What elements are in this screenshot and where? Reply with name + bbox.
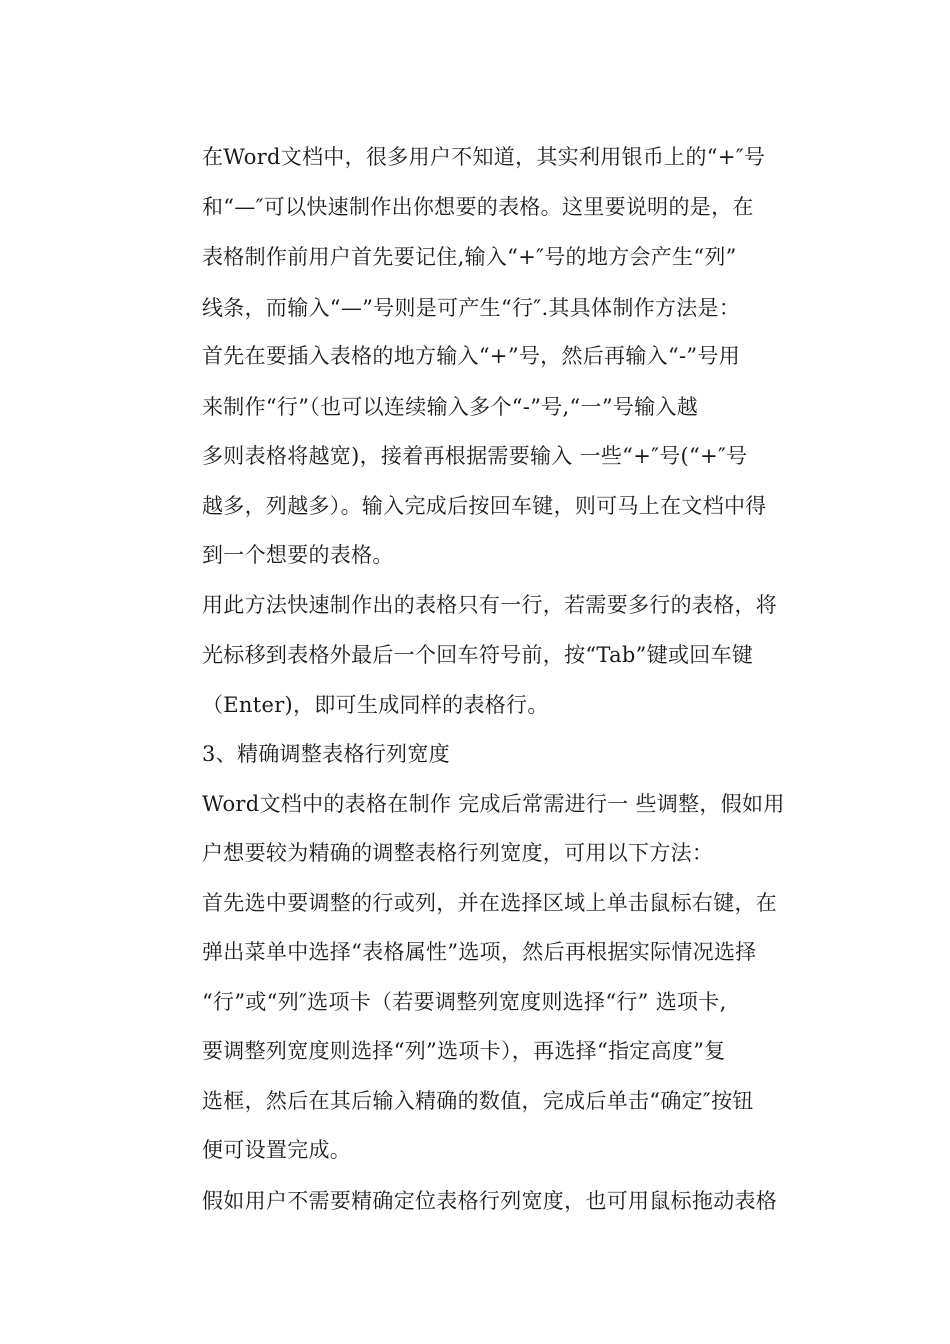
text-line: 光标移到表格外最后一个回车符号前，按“Tab”键或回车键: [202, 643, 754, 667]
text-line: 到一个想要的表格。: [202, 543, 394, 567]
text-line: 选框，然后在其后输入精确的数值，完成后单击“确定″按钮: [202, 1089, 754, 1113]
text-line: 要调整列宽度则选择“列”选项卡），再选择“指定高度”复: [202, 1039, 726, 1063]
text-line: 假如用户不需要精确定位表格行列宽度，也可用鼠标拖动表格: [202, 1189, 778, 1213]
text-line: （Enter)，即可生成同样的表格行。: [202, 693, 549, 717]
text-line: 线条，而输入“—”号则是可产生“行″.其具体制作方法是：: [202, 296, 741, 320]
text-line: 越多，列越多）。输入完成后按回车键，则可马上在文档中得: [202, 494, 767, 518]
text-line: 多则表格将越宽)，接着再根据需要输入 一些“+″号(“+″号: [202, 444, 748, 468]
text-line: Word文档中的表格在制作 完成后常需进行一 些调整，假如用: [202, 792, 785, 816]
text-line: 用此方法快速制作出的表格只有一行，若需要多行的表格，将: [202, 593, 778, 617]
text-line: 和“—″可以快速制作出你想要的表格。这里要说明的是，在: [202, 195, 754, 219]
text-line: 表格制作前用户首先要记住,输入“+″号的地方会产生“列”: [202, 245, 737, 269]
text-line: 户想要较为精确的调整表格行列宽度，可用以下方法：: [202, 841, 714, 865]
text-line: 在Word文档中，很多用户不知道，其实利用银币上的“+″号: [202, 145, 766, 169]
section-heading: 3、精确调整表格行列宽度: [202, 742, 450, 766]
text-line: 弹出菜单中选择“表格属性”选项，然后再根据实际情况选择: [202, 940, 757, 964]
text-line: 首先在要插入表格的地方输入“+”号，然后再输入“-”号用: [202, 344, 741, 368]
text-line: 来制作“行”（也可以连续输入多个“-”号,“一”号输入越: [202, 395, 699, 419]
text-line: “行”或“列″选项卡（若要调整列宽度则选择“行” 选项卡,: [202, 990, 727, 1014]
text-line: 首先选中要调整的行或列，并在选择区域上单击鼠标右键，在: [202, 891, 778, 915]
text-line: 便可设置完成。: [202, 1138, 352, 1162]
